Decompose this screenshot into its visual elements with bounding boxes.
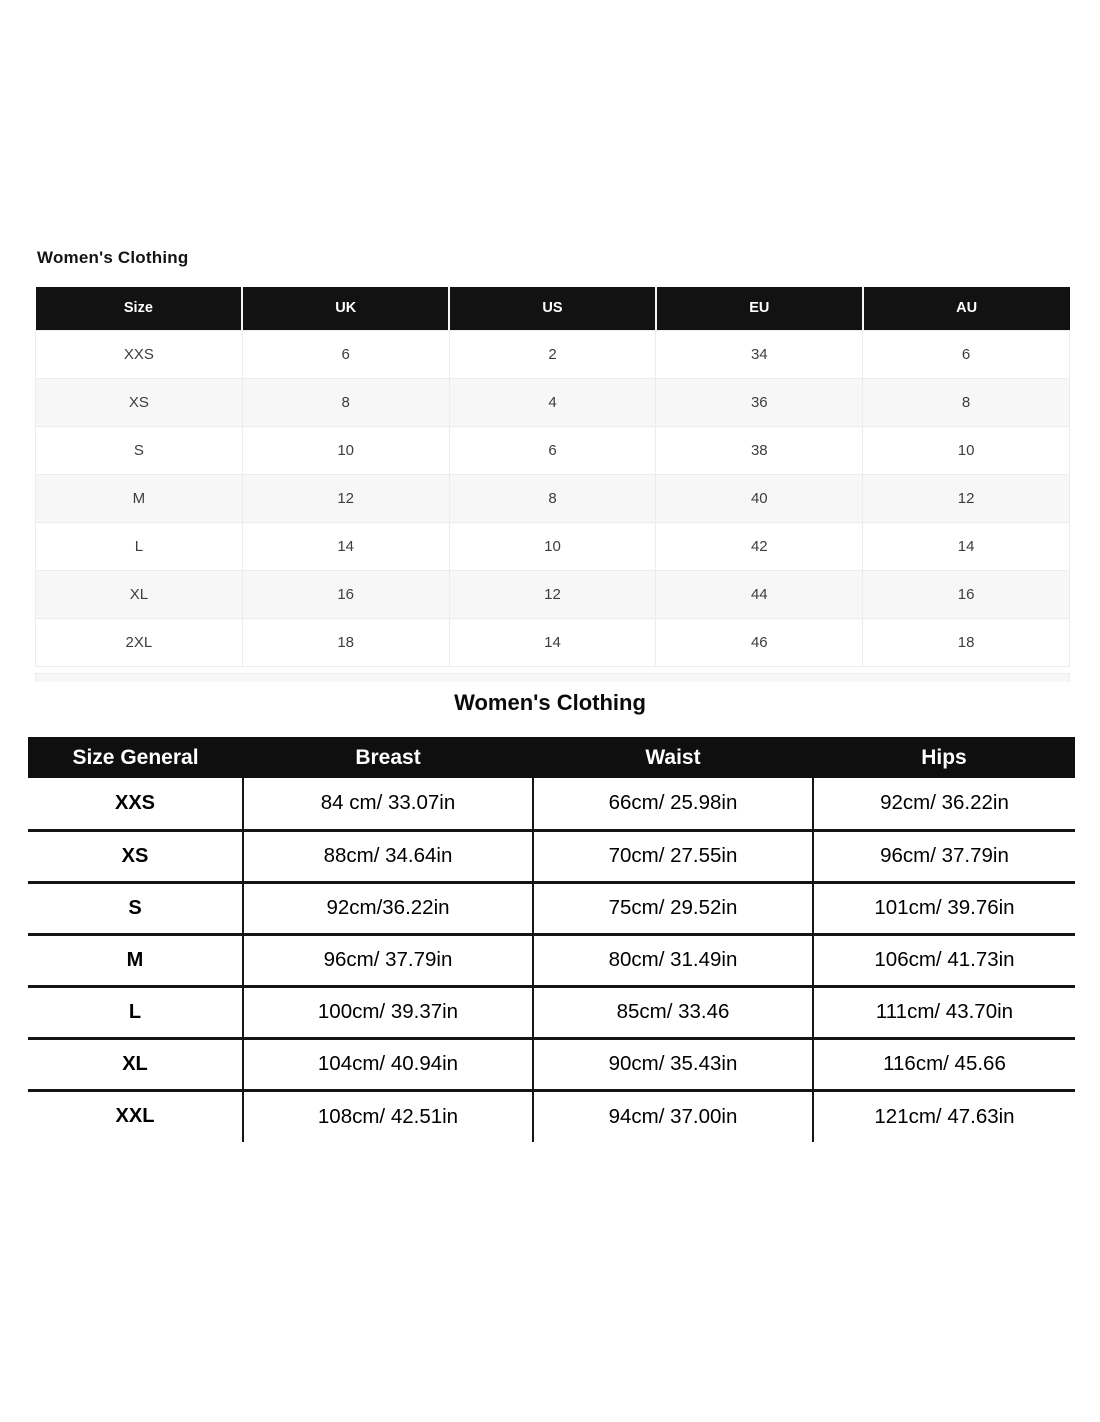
value-cell: 8 (449, 474, 656, 522)
value-cell: 10 (242, 426, 449, 474)
size-label-cell: S (28, 882, 243, 934)
value-cell: 42 (656, 522, 863, 570)
value-cell: 14 (449, 618, 656, 666)
column-header: UK (242, 287, 449, 330)
value-cell: 36 (656, 378, 863, 426)
value-cell: 94cm/ 37.00in (533, 1090, 813, 1142)
value-cell: 121cm/ 47.63in (813, 1090, 1075, 1142)
header-row (36, 287, 1070, 330)
size-label-cell: M (36, 474, 243, 522)
size-label-cell: XS (36, 378, 243, 426)
value-cell: 8 (863, 378, 1070, 426)
value-cell: 88cm/ 34.64in (243, 830, 533, 882)
size-label-cell: 2XL (36, 618, 243, 666)
value-cell: 12 (242, 474, 449, 522)
size-label-cell: XXS (28, 778, 243, 830)
size-label-cell: XXL (28, 1090, 243, 1142)
value-cell: 75cm/ 29.52in (533, 882, 813, 934)
value-cell: 84 cm/ 33.07in (243, 778, 533, 830)
value-cell: 66cm/ 25.98in (533, 778, 813, 830)
size-label-cell: XXS (36, 330, 243, 378)
table-row (36, 426, 1070, 474)
column-header: US (449, 287, 656, 330)
table-row (36, 618, 1070, 666)
size-label-cell: L (36, 522, 243, 570)
value-cell: 6 (863, 330, 1070, 378)
table-row (36, 522, 1070, 570)
column-header: EU (656, 287, 863, 330)
table-row (36, 474, 1070, 522)
size-label-cell: S (36, 426, 243, 474)
size-label-cell: XS (28, 830, 243, 882)
international-size-table (35, 287, 1070, 667)
value-cell: 96cm/ 37.79in (243, 934, 533, 986)
value-cell: 2 (449, 330, 656, 378)
table-row (36, 378, 1070, 426)
value-cell: 6 (242, 330, 449, 378)
size-label-cell: XL (28, 1038, 243, 1090)
value-cell: 111cm/ 43.70in (813, 986, 1075, 1038)
table-row (28, 1090, 1075, 1142)
value-cell: 16 (863, 570, 1070, 618)
table-row (28, 882, 1075, 934)
value-cell: 4 (449, 378, 656, 426)
column-header: Waist (533, 737, 813, 778)
column-header: AU (863, 287, 1070, 330)
value-cell: 44 (656, 570, 863, 618)
measurements-size-table (28, 737, 1075, 1142)
table-row (28, 1038, 1075, 1090)
value-cell: 90cm/ 35.43in (533, 1038, 813, 1090)
value-cell: 38 (656, 426, 863, 474)
value-cell: 10 (863, 426, 1070, 474)
table-row (36, 570, 1070, 618)
table1-clipped-row (35, 673, 1070, 682)
value-cell: 85cm/ 33.46 (533, 986, 813, 1038)
column-header: Breast (243, 737, 533, 778)
value-cell: 106cm/ 41.73in (813, 934, 1075, 986)
value-cell: 104cm/ 40.94in (243, 1038, 533, 1090)
value-cell: 92cm/36.22in (243, 882, 533, 934)
table-row (28, 830, 1075, 882)
size-label-cell: L (28, 986, 243, 1038)
size-label-cell: M (28, 934, 243, 986)
value-cell: 18 (242, 618, 449, 666)
value-cell: 12 (863, 474, 1070, 522)
value-cell: 100cm/ 39.37in (243, 986, 533, 1038)
value-cell: 92cm/ 36.22in (813, 778, 1075, 830)
value-cell: 101cm/ 39.76in (813, 882, 1075, 934)
column-header: Size (36, 287, 243, 330)
value-cell: 10 (449, 522, 656, 570)
table-row (28, 778, 1075, 830)
value-cell: 6 (449, 426, 656, 474)
value-cell: 16 (242, 570, 449, 618)
table2-title: Women's Clothing (454, 690, 646, 715)
value-cell: 8 (242, 378, 449, 426)
table-row (28, 986, 1075, 1038)
value-cell: 18 (863, 618, 1070, 666)
value-cell: 70cm/ 27.55in (533, 830, 813, 882)
value-cell: 34 (656, 330, 863, 378)
value-cell: 14 (242, 522, 449, 570)
value-cell: 108cm/ 42.51in (243, 1090, 533, 1142)
value-cell: 46 (656, 618, 863, 666)
value-cell: 80cm/ 31.49in (533, 934, 813, 986)
value-cell: 40 (656, 474, 863, 522)
value-cell: 14 (863, 522, 1070, 570)
value-cell: 96cm/ 37.79in (813, 830, 1075, 882)
table-row (36, 330, 1070, 378)
size-label-cell: XL (36, 570, 243, 618)
header-row (28, 737, 1075, 778)
table-row (28, 934, 1075, 986)
column-header: Size General (28, 737, 243, 778)
value-cell: 12 (449, 570, 656, 618)
value-cell: 116cm/ 45.66 (813, 1038, 1075, 1090)
column-header: Hips (813, 737, 1075, 778)
table1-title: Women's Clothing (37, 248, 189, 267)
